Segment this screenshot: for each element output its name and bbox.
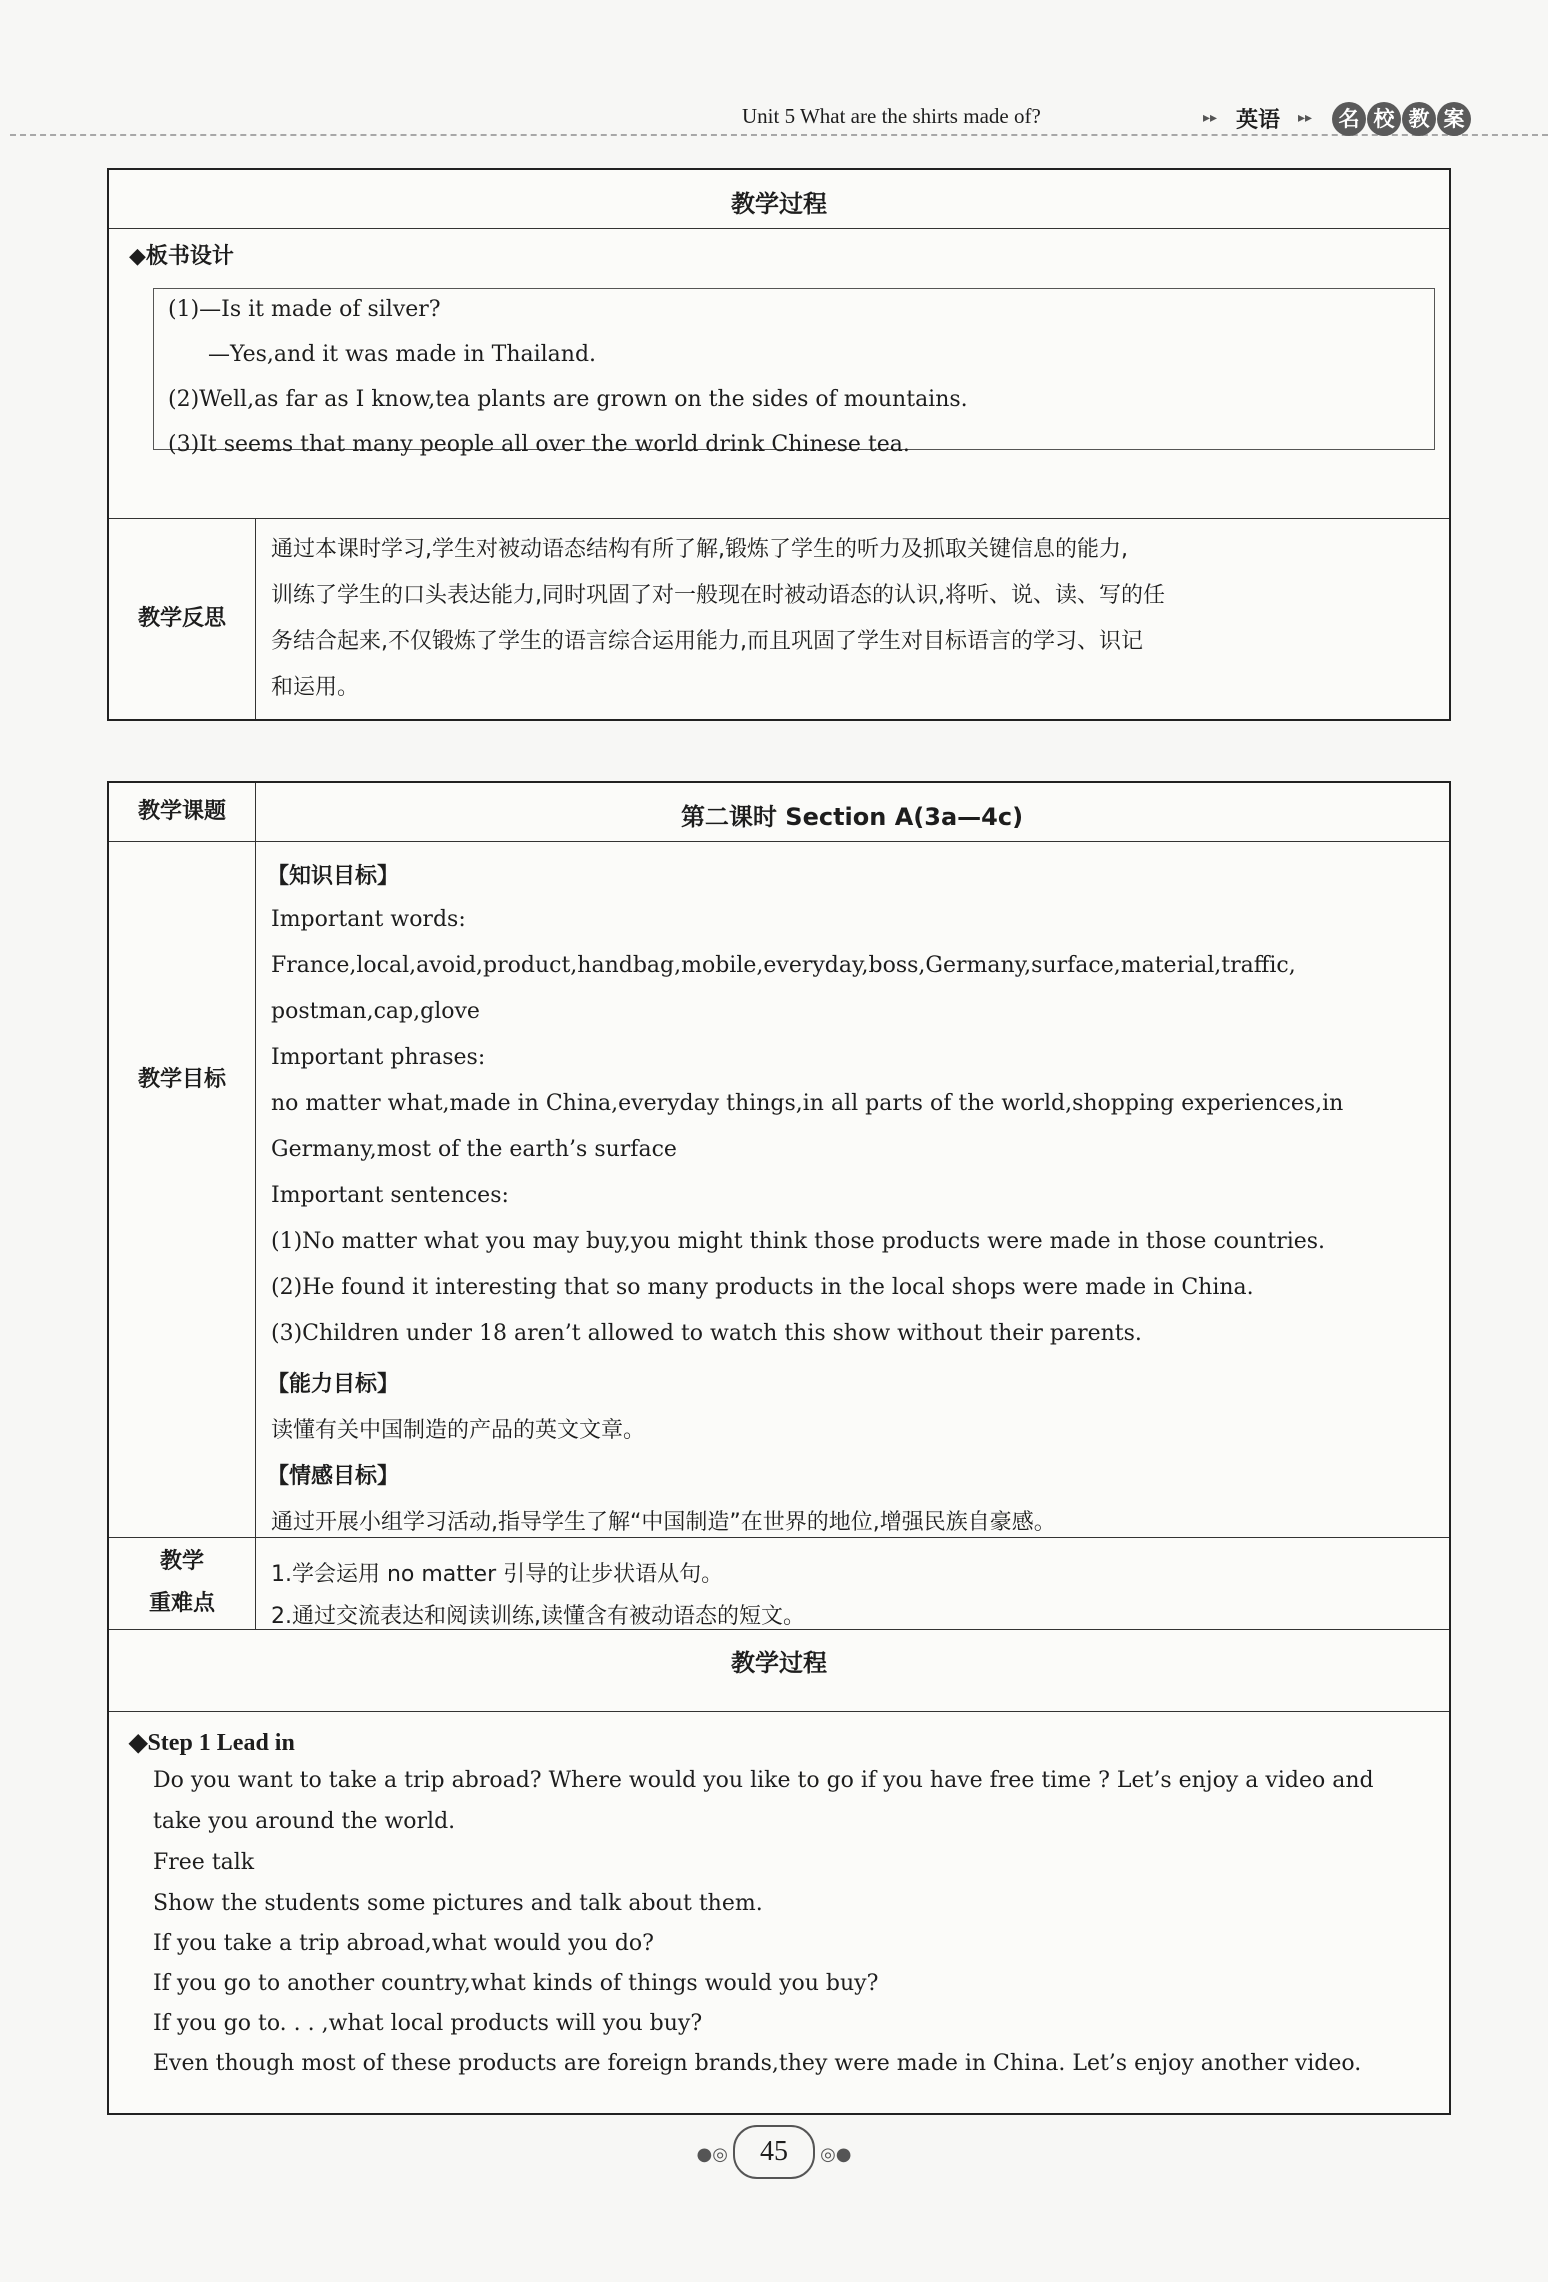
goals-line: 【能力目标】 [267, 1372, 400, 1397]
page-number-badge [690, 2125, 858, 2181]
unit-title: Unit 5 What are the shirts made of? [742, 104, 1041, 128]
step-line: Show the students some pictures and talk about them. [153, 1891, 763, 1916]
brand-logo [1332, 102, 1471, 136]
lesson-plan-box-1 [107, 168, 1451, 721]
goals-line: 【知识目标】 [267, 864, 400, 889]
goals-line: no matter what,made in China,everyday things,in all parts of the world,shopping experiences,in [271, 1091, 1344, 1116]
goals-line: 读懂有关中国制造的产品的英文文章。 [271, 1418, 646, 1443]
goals-line: Important words: [271, 907, 466, 932]
topic-label: 教学课题 [137, 799, 226, 824]
goals-line: (3)Children under 18 aren’t allowed to watch this show without their parents. [271, 1321, 1142, 1346]
header-arrows-left: ▸▸ [1203, 110, 1218, 126]
goals-line: 通过开展小组学习活动,指导学生了解“中国制造”在世界的地位,增强民族自豪感。 [271, 1510, 1056, 1535]
goals-line: France,local,avoid,product,handbag,mobile,everyday,boss,Germany,surface,material,traffic, [271, 953, 1296, 978]
step-line: Do you want to take a trip abroad? Where would you like to go if you have free time ? Let’s enjoy a video and [153, 1768, 1374, 1793]
board-line: (1)—Is it made of silver? [168, 297, 441, 322]
goals-line: 【情感目标】 [267, 1464, 400, 1489]
key-points-label-line: 重难点 [148, 1591, 215, 1616]
board-design-frame [153, 288, 1435, 457]
brand-char: 名 [1332, 102, 1366, 136]
process-title: 教学过程 [731, 190, 827, 218]
board-line: —Yes,and it was made in Thailand. [208, 342, 597, 367]
goals-line: postman,cap,glove [271, 999, 480, 1024]
reflection-line: 和运用。 [271, 675, 360, 700]
page-number-dots-right: ◎● [820, 2144, 852, 2165]
goals-line: Important sentences: [271, 1183, 509, 1208]
step-line: Even though most of these products are foreign brands,they were made in China. Let’s enjoy another video. [153, 2051, 1362, 2076]
reflection-line: 务结合起来,不仅锻炼了学生的语言综合运用能力,而且巩固了学生对目标语言的学习、识记 [271, 629, 1143, 654]
key-point-line: 2.通过交流表达和阅读训练,读懂含有被动语态的短文。 [271, 1604, 805, 1629]
header-arrows-right: ▸▸ [1298, 110, 1313, 126]
header-dashed-rule [10, 134, 1548, 136]
goals-line: Important phrases: [271, 1045, 486, 1070]
page-header [0, 100, 1548, 150]
step-line: If you go to another country,what kinds of things would you buy? [153, 1971, 879, 1996]
reflection-line: 训练了学生的口头表达能力,同时巩固了对一般现在时被动语态的认识,将听、说、读、写的任 [271, 583, 1165, 608]
topic-value: 第二课时 Section A(3a—4c) [680, 803, 1024, 831]
step-line: If you take a trip abroad,what would you do? [153, 1931, 654, 1956]
page-number: 45 [733, 2125, 815, 2179]
goals-line: Germany,most of the earth’s surface [271, 1137, 677, 1162]
subject-label: 英语 [1236, 108, 1281, 133]
page-number-dots-left: ●◎ [696, 2144, 728, 2165]
brand-char: 教 [1402, 102, 1436, 136]
step-heading: ◆Step 1 Lead in [129, 1730, 295, 1756]
reflection-line: 通过本课时学习,学生对被动语态结构有所了解,锻炼了学生的听力及抓取关键信息的能力, [271, 537, 1128, 562]
key-points-label [109, 1537, 255, 1629]
reflection-label: 教学反思 [137, 605, 226, 631]
key-points-label-line: 教学 [159, 1549, 204, 1574]
brand-char: 校 [1367, 102, 1401, 136]
board-design-heading: ◆板书设计 [129, 244, 234, 269]
step-line: take you around the world. [153, 1809, 456, 1834]
goals-label: 教学目标 [137, 1067, 226, 1092]
brand-char: 案 [1437, 102, 1471, 136]
key-point-line: 1.学会运用 no matter 引导的让步状语从句。 [271, 1562, 724, 1587]
step-line: If you go to. . . ,what local products will you buy? [153, 2011, 703, 2036]
goals-line: (2)He found it interesting that so many products in the local shops were made in China. [271, 1275, 1254, 1300]
lesson-plan-box-2 [107, 781, 1451, 2115]
goals-line: (1)No matter what you may buy,you might think those products were made in those countries. [271, 1229, 1326, 1254]
process-title-2: 教学过程 [731, 1649, 827, 1677]
step-line: Free talk [153, 1850, 255, 1875]
board-line: (3)It seems that many people all over the world drink Chinese tea. [168, 432, 910, 457]
board-line: (2)Well,as far as I know,tea plants are grown on the sides of mountains. [168, 387, 968, 412]
